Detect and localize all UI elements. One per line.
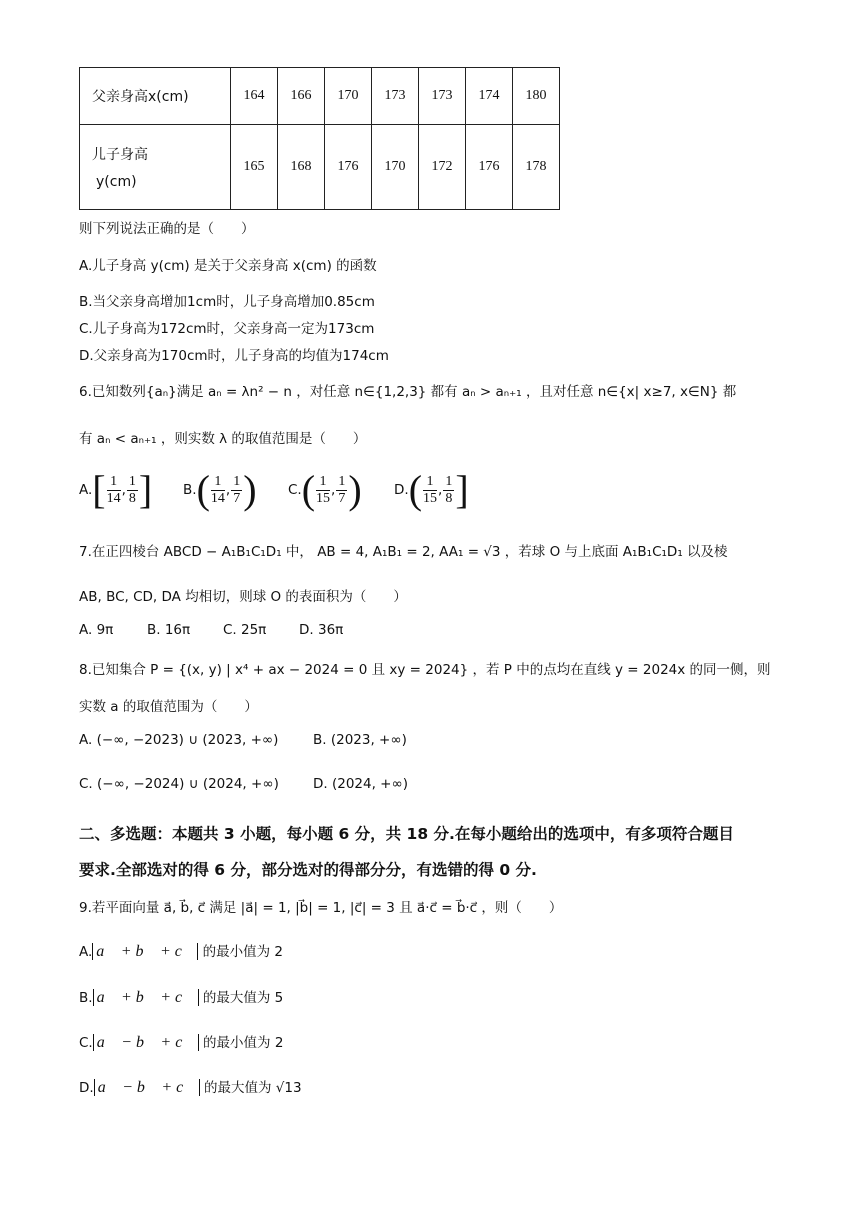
numerator: 1 [107,474,121,491]
q8-line2: 实数 a 的取值范围为（ ） [79,699,258,715]
q6-option-c: C.( $\frac{1}{15}$ , $\frac{1}{7}$ ) [288,467,362,512]
row-label-son [80,125,231,210]
bracket-close: ] [455,467,469,512]
bracket-close: ] [138,467,153,512]
q6-line1: 6.已知数列{aₙ}满足 aₙ = λn² − n ，对任意 n∈{1,2,3} 都有 aₙ > aₙ₊₁ ，且对任意 n∈{x| x≥7, x∈N} 都 [79,384,737,400]
q8-option-b: B. (2023, +∞) [313,732,407,748]
row-label-son-b: y(cm) [96,174,137,190]
q7-option-a: A. 9π [79,622,114,638]
q8-option-d: D. (2024, +∞) [313,776,409,792]
option-text: 的最小值为 2 [202,944,284,960]
q5-option-a: A.儿子身高 y(cm) 是关于父亲身高 x(cm) 的函数 [79,258,377,274]
fraction [127,474,138,507]
q5-option-b: B.当父亲身高增加1cm时，儿子身高增加0.85cm [79,294,375,310]
vector-norm: a⃗ − b⃗ + c⃗ [94,1079,200,1096]
table-cell: 170 [325,68,372,125]
denominator: 8 [445,490,453,506]
table-cell: 170 [372,125,419,210]
bracket-open: ( [301,467,316,512]
denominator: 14 [210,490,225,506]
numerator: 1 [338,473,346,489]
table-cell: 176 [325,125,372,210]
option-label: C. [288,482,302,498]
row-label-son-a: 儿子身高 [92,147,148,163]
q7-line2: AB, BC, CD, DA 均相切，则球 O 的表面积为（ ） [79,589,407,605]
denominator: 7 [338,490,346,506]
vector-norm: a⃗ + b⃗ + c⃗ [92,943,198,960]
table-cell: 173 [419,68,466,125]
row-label-father: 父亲身高x(cm) [80,68,231,125]
q5-option-d: D.父亲身高为170cm时，儿子身高的均值为174cm [79,348,389,364]
bracket-open: [ [92,467,106,512]
fraction [231,474,242,507]
option-label: B. [79,990,93,1006]
option-text: 的最小值为 2 [203,1035,284,1051]
table-row [80,125,560,210]
q5-stem: 则下列说法正确的是（ ） [79,221,255,237]
q7-option-c: C. 25π [223,622,267,638]
numerator: 1 [233,473,241,489]
fraction [443,474,454,507]
bracket-open: ( [408,467,423,512]
fraction [336,474,347,507]
option-text: 的最大值为 5 [202,990,284,1006]
numerator: 1 [423,474,437,491]
q9-stem: 9.若平面向量 a⃗, b⃗, c⃗ 满足 |a⃗| = 1, |b⃗| = 1, |c⃗| = 3 且 a⃗·c⃗ = b⃗·c⃗ ，则（ ） [79,900,563,916]
q9-option-b [79,986,283,1007]
table-cell: 180 [513,68,560,125]
q6-option-a: A.[ $\frac{1}{14}$ , $\frac{1}{8}$ ] [79,467,153,512]
option-label: A. [79,944,93,960]
q5-option-c: C.儿子身高为172cm时，父亲身高一定为173cm [79,321,375,337]
table-cell: 165 [231,125,278,210]
denominator: 8 [128,490,136,506]
numerator: 1 [128,473,136,489]
table-cell: 172 [419,125,466,210]
numerator: 1 [316,474,330,491]
numerator: 1 [211,474,225,491]
option-label: A. [79,482,93,498]
q9-option-d [79,1076,302,1097]
fraction [423,474,437,507]
table-cell: 178 [513,125,560,210]
table-cell: 164 [231,68,278,125]
vector-norm: a⃗ − b⃗ + c⃗ [93,1034,199,1051]
q6-line2: 有 aₙ < aₙ₊₁ ，则实数 λ 的取值范围是（ ） [79,431,367,447]
height-table [79,67,560,210]
section2-heading-line2: 要求.全部选对的得 6 分，部分选对的得部分分，有选错的得 0 分. [79,861,537,879]
option-text: 的最大值为 √13 [204,1080,302,1096]
table-cell: 166 [278,68,325,125]
q7-line1: 7.在正四棱台 ABCD − A₁B₁C₁D₁ 中， AB = 4, A₁B₁ = 2, AA₁ = √3 ，若球 O 与上底面 A₁B₁C₁D₁ 以及棱 [79,544,728,560]
table-cell: 168 [278,125,325,210]
numerator: 1 [445,473,453,489]
q7-option-d: D. 36π [299,622,344,638]
section2-heading-line1: 二、多选题：本题共 3 小题，每小题 6 分，共 18 分.在每小题给出的选项中，有多项符合题目 [79,825,734,843]
table-row [80,68,560,125]
option-label: C. [79,1035,93,1051]
table-cell: 174 [466,68,513,125]
q9-option-c [79,1031,283,1052]
table-cell: 176 [466,125,513,210]
fraction [107,474,121,507]
table-cell: 173 [372,68,419,125]
q7-option-b: B. 16π [147,622,191,638]
denominator: 15 [316,490,331,506]
q6-option-b: B.( $\frac{1}{14}$ , $\frac{1}{7}$ ) [183,467,257,512]
fraction [211,474,225,507]
bracket-open: ( [196,467,210,512]
option-label: B. [183,482,197,498]
fraction [316,474,330,507]
denominator: 15 [423,490,438,506]
q8-option-a: A. (−∞, −2023) ∪ (2023, +∞) [79,732,279,748]
q8-option-c: C. (−∞, −2024) ∪ (2024, +∞) [79,776,279,792]
option-label: D. [79,1080,94,1096]
denominator: 14 [106,490,121,506]
denominator: 7 [233,490,241,506]
bracket-close: ) [243,467,257,512]
vector-norm: a⃗ + b⃗ + c⃗ [93,989,199,1006]
q9-option-a [79,940,283,961]
q8-line1: 8.已知集合 P = {(x, y) | x⁴ + ax − 2024 = 0 且 xy = 2024} ，若 P 中的点均在直线 y = 2024x 的同一侧，则 [79,662,771,678]
bracket-close: ) [348,467,362,512]
q6-option-d: D.( $\frac{1}{15}$ , $\frac{1}{8}$ ] [394,467,469,512]
option-label: D. [394,482,409,498]
